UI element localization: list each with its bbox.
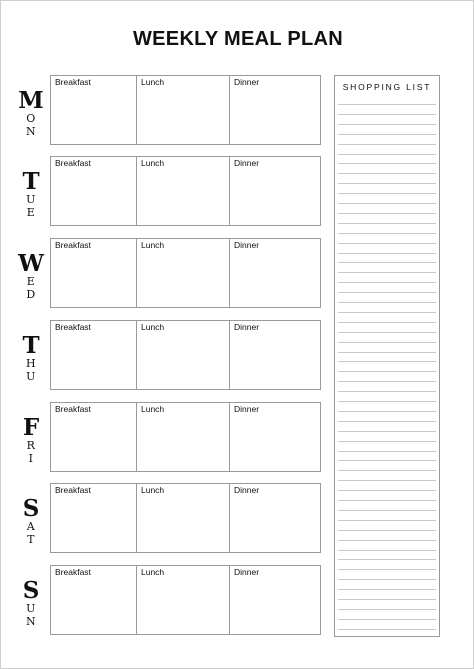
shopping-list-line[interactable] (338, 193, 436, 194)
shopping-list-line[interactable] (338, 431, 436, 432)
day-letter: T (27, 533, 35, 546)
shopping-list-line[interactable] (338, 361, 436, 362)
shopping-list-line[interactable] (338, 322, 436, 323)
shopping-list-line[interactable] (338, 352, 436, 353)
meal-label: Lunch (141, 77, 165, 87)
shopping-list-line[interactable] (338, 401, 436, 402)
shopping-list-title: SHOPPING LIST (342, 82, 432, 92)
day-letter: I (28, 452, 34, 465)
day-meal-row (50, 320, 321, 390)
shopping-list-line[interactable] (338, 243, 436, 244)
meal-label: Dinner (234, 77, 260, 87)
shopping-list-line[interactable] (338, 154, 436, 155)
day-meal-row (50, 483, 321, 553)
day-letter: U (26, 370, 36, 383)
shopping-list-line[interactable] (338, 629, 436, 630)
shopping-list-line[interactable] (338, 332, 436, 333)
meal-label: Breakfast (55, 404, 91, 414)
shopping-list-line[interactable] (338, 500, 436, 501)
meal-cell-breakfast[interactable] (51, 403, 137, 471)
shopping-list-line[interactable] (338, 480, 436, 481)
meal-label: Breakfast (55, 77, 91, 87)
meal-label: Lunch (141, 322, 165, 332)
meal-cell-breakfast[interactable] (51, 566, 137, 634)
day-initial: W (18, 250, 44, 277)
meal-cell-dinner[interactable] (230, 76, 320, 144)
shopping-list-line[interactable] (338, 173, 436, 174)
meal-label: Dinner (234, 322, 260, 332)
shopping-list-line[interactable] (338, 342, 436, 343)
meal-cell-dinner[interactable] (230, 157, 320, 225)
shopping-list-line[interactable] (338, 411, 436, 412)
meal-cell-lunch[interactable] (137, 157, 230, 225)
day-meal-row (50, 156, 321, 226)
day-letters (12, 193, 50, 219)
day-letter: D (26, 288, 36, 301)
meal-cell-breakfast[interactable] (51, 76, 137, 144)
day-letter: U (26, 193, 36, 206)
meal-cell-dinner[interactable] (230, 239, 320, 307)
meal-cell-breakfast[interactable] (51, 321, 137, 389)
day-label (12, 250, 50, 301)
day-letter: A (26, 520, 36, 533)
day-meal-row (50, 565, 321, 635)
shopping-list-line[interactable] (338, 124, 436, 125)
meal-cell-lunch[interactable] (137, 76, 230, 144)
shopping-list-line[interactable] (338, 144, 436, 145)
day-letter: O (26, 112, 36, 125)
meal-label: Lunch (141, 485, 165, 495)
shopping-list-line[interactable] (338, 441, 436, 442)
day-label (12, 87, 50, 138)
day-letters (12, 439, 50, 465)
meal-label: Lunch (141, 567, 165, 577)
shopping-list-line[interactable] (338, 391, 436, 392)
day-letters (12, 602, 50, 628)
day-initial: T (22, 168, 40, 195)
meal-label: Breakfast (55, 240, 91, 250)
meal-label: Breakfast (55, 158, 91, 168)
shopping-list-line[interactable] (338, 559, 436, 560)
shopping-list-line[interactable] (338, 253, 436, 254)
shopping-list-line[interactable] (338, 619, 436, 620)
meal-label: Dinner (234, 567, 260, 577)
meal-label: Breakfast (55, 322, 91, 332)
shopping-list-line[interactable] (338, 550, 436, 551)
day-letter: H (25, 357, 37, 370)
meal-cell-breakfast[interactable] (51, 157, 137, 225)
shopping-list-line[interactable] (338, 312, 436, 313)
meal-cell-breakfast[interactable] (51, 484, 137, 552)
day-initial: S (22, 577, 40, 604)
day-label (12, 495, 50, 546)
meal-cell-dinner[interactable] (230, 403, 320, 471)
day-meal-row (50, 75, 321, 145)
day-meal-row (50, 402, 321, 472)
shopping-list-line[interactable] (338, 233, 436, 234)
shopping-list-line[interactable] (338, 223, 436, 224)
day-letters (12, 275, 50, 301)
shopping-list-line[interactable] (338, 470, 436, 471)
day-letters (12, 520, 50, 546)
shopping-list-line[interactable] (338, 183, 436, 184)
shopping-list-line[interactable] (338, 599, 436, 600)
day-initial: F (22, 414, 40, 441)
meal-label: Breakfast (55, 485, 91, 495)
day-letter: E (26, 275, 36, 288)
day-label (12, 168, 50, 219)
shopping-list-line[interactable] (338, 589, 436, 590)
day-initial: T (22, 332, 40, 359)
shopping-list-line[interactable] (338, 203, 436, 204)
shopping-list-line[interactable] (338, 490, 436, 491)
shopping-list-box (334, 75, 440, 637)
meal-cell-lunch[interactable] (137, 403, 230, 471)
day-label (12, 332, 50, 383)
shopping-list-line[interactable] (338, 272, 436, 273)
meal-cell-lunch[interactable] (137, 566, 230, 634)
meal-cell-breakfast[interactable] (51, 239, 137, 307)
meal-label: Breakfast (55, 567, 91, 577)
day-initial: S (22, 495, 40, 522)
day-label (12, 414, 50, 465)
meal-label: Dinner (234, 158, 260, 168)
meal-cell-lunch[interactable] (137, 321, 230, 389)
day-letters (12, 357, 50, 383)
shopping-list-line[interactable] (338, 213, 436, 214)
shopping-list-line[interactable] (338, 262, 436, 263)
shopping-list-line[interactable] (338, 371, 436, 372)
page-title: WEEKLY MEAL PLAN (132, 28, 343, 50)
shopping-list-line[interactable] (338, 510, 436, 511)
shopping-list-line[interactable] (338, 520, 436, 521)
day-letter: E (26, 206, 36, 219)
shopping-list-line[interactable] (338, 421, 436, 422)
shopping-list-line[interactable] (338, 460, 436, 461)
shopping-list-line[interactable] (338, 302, 436, 303)
day-letters (12, 112, 50, 138)
shopping-list-line[interactable] (338, 451, 436, 452)
day-label (12, 577, 50, 628)
shopping-list-line[interactable] (338, 292, 436, 293)
meal-cell-lunch[interactable] (137, 484, 230, 552)
meal-label: Dinner (234, 485, 260, 495)
meal-label: Dinner (234, 240, 260, 250)
meal-cell-dinner[interactable] (230, 484, 320, 552)
shopping-list-line[interactable] (338, 579, 436, 580)
shopping-list-line[interactable] (338, 381, 436, 382)
shopping-list-line[interactable] (338, 134, 436, 135)
day-letter: N (25, 125, 37, 138)
meal-cell-lunch[interactable] (137, 239, 230, 307)
meal-label: Lunch (141, 404, 165, 414)
meal-label: Lunch (141, 158, 165, 168)
shopping-list-line[interactable] (338, 530, 436, 531)
day-letter: R (26, 439, 36, 452)
day-letter: N (25, 615, 37, 628)
shopping-list-line[interactable] (338, 114, 436, 115)
shopping-list-line[interactable] (338, 282, 436, 283)
shopping-list-line[interactable] (338, 540, 436, 541)
shopping-list-line[interactable] (338, 609, 436, 610)
meal-label: Lunch (141, 240, 165, 250)
shopping-list-line[interactable] (338, 104, 436, 105)
meal-label: Dinner (234, 404, 260, 414)
meal-cell-dinner[interactable] (230, 321, 320, 389)
shopping-list-line[interactable] (338, 163, 436, 164)
shopping-list-line[interactable] (338, 569, 436, 570)
meal-cell-dinner[interactable] (230, 566, 320, 634)
day-letter: U (26, 602, 36, 615)
day-meal-row (50, 238, 321, 308)
day-initial: M (18, 87, 44, 114)
